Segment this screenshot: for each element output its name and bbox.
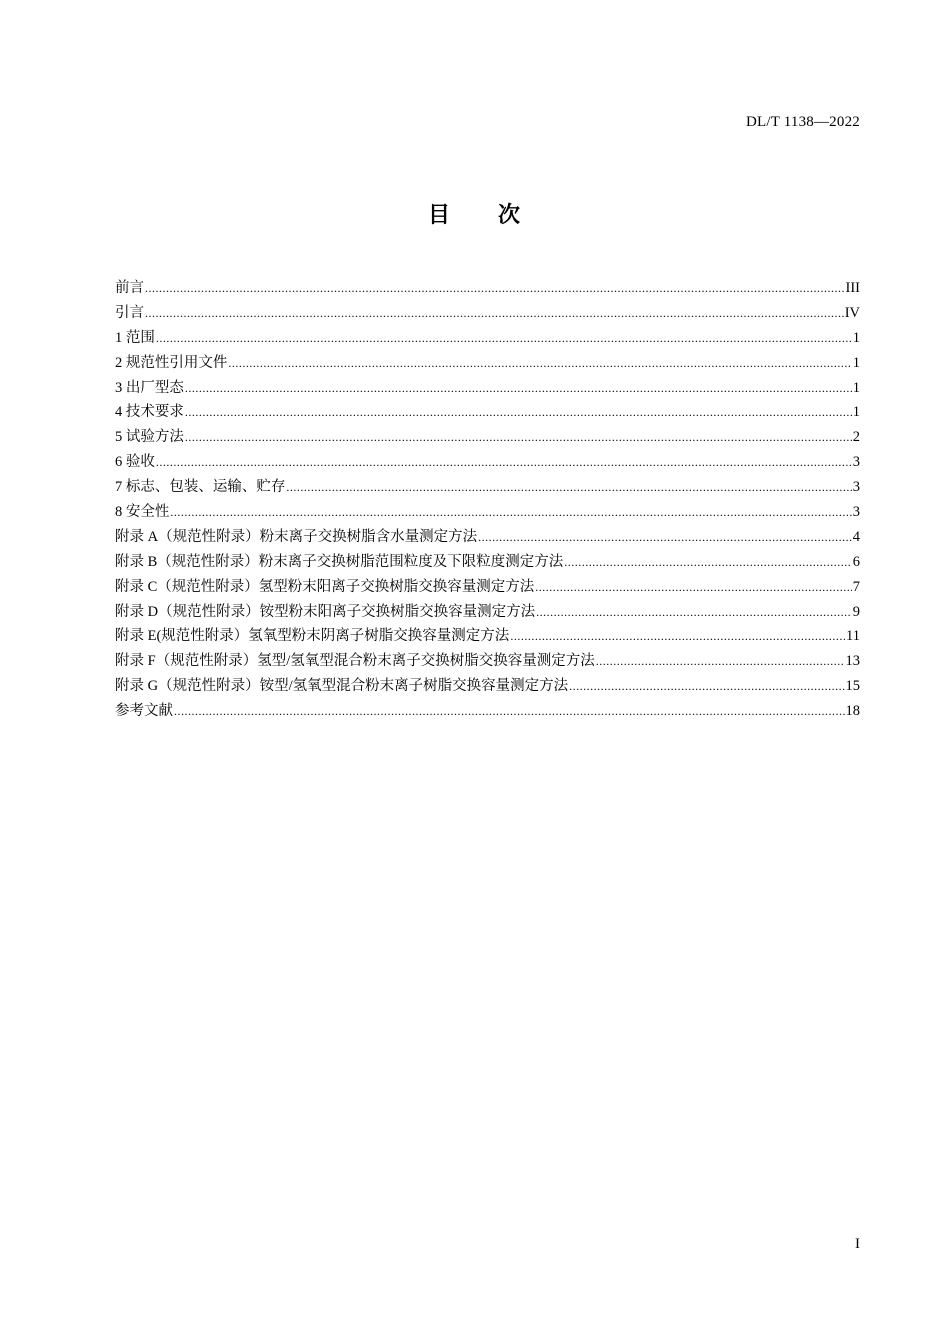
toc-entry-page: 11 (846, 628, 860, 645)
toc-entry-page: 6 (852, 553, 860, 570)
toc-entry-page: IV (844, 304, 860, 321)
toc-entry-label: 5 试验方法 (115, 429, 184, 446)
toc-leader-dots (536, 600, 852, 625)
toc-leader-dots (535, 575, 851, 600)
toc-entry-label: 4 技术要求 (115, 404, 184, 421)
toc-title-char-1: 目 (427, 203, 452, 228)
toc-leader-dots (156, 326, 852, 351)
toc-entry-page: 4 (852, 528, 860, 545)
toc-entry[interactable] (115, 326, 860, 351)
toc-leader-dots (228, 351, 851, 376)
toc-entry[interactable] (115, 301, 860, 326)
toc-entry[interactable] (115, 276, 860, 301)
toc-entry[interactable] (115, 600, 860, 625)
toc-entry-page: 1 (852, 354, 860, 371)
toc-entry[interactable] (115, 525, 860, 550)
toc-leader-dots (185, 376, 852, 401)
toc-entry-label: 前言 (115, 280, 144, 296)
toc-entry-page: 18 (845, 703, 860, 720)
toc-leader-dots (286, 475, 851, 500)
toc-entry-page: 7 (852, 578, 860, 595)
toc-entry-label: 1 范围 (115, 329, 155, 346)
toc-entry[interactable] (115, 699, 860, 724)
toc-entry[interactable] (115, 450, 860, 475)
toc-entry-page: III (845, 280, 860, 296)
toc-entry-page: 2 (852, 429, 860, 446)
toc-entry-page: 1 (852, 329, 860, 346)
toc-entry-label: 8 安全性 (115, 504, 170, 521)
toc-entry-label: 引言 (115, 304, 144, 321)
toc-entry-label: 附录 D（规范性附录）铵型粉末阳离子交换树脂交换容量测定方法 (115, 603, 536, 620)
toc-entry-page: 15 (845, 678, 860, 695)
toc-entry[interactable] (115, 624, 860, 649)
toc-entry-page: 1 (852, 379, 860, 396)
toc-entry-label: 附录 G（规范性附录）铵型/氢氧型混合粉末离子树脂交换容量测定方法 (115, 678, 569, 695)
toc-entry[interactable] (115, 400, 860, 425)
toc-entry-label: 附录 B（规范性附录）粉末离子交换树脂范围粒度及下限粒度测定方法 (115, 553, 564, 570)
toc-entry-page: 3 (852, 479, 860, 496)
toc-entry-label: 7 标志、包装、运输、贮存 (115, 479, 286, 496)
toc-entry-label: 3 出厂型态 (115, 379, 184, 396)
toc-leader-dots (596, 649, 845, 674)
toc-leader-dots (156, 450, 852, 475)
toc-entry-page: 3 (852, 454, 860, 471)
toc-entry-label: 2 规范性引用文件 (115, 354, 228, 371)
toc-leader-dots (174, 699, 845, 724)
toc-entry[interactable] (115, 649, 860, 674)
toc-entry[interactable] (115, 550, 860, 575)
toc-leader-dots (185, 400, 852, 425)
document-id: DL/T 1138—2022 (745, 114, 860, 130)
toc-entry-label: 附录 A（规范性附录）粉末离子交换树脂含水量测定方法 (115, 528, 478, 545)
toc-leader-dots (145, 301, 844, 326)
toc-list (115, 276, 860, 724)
page-number: I (855, 1236, 860, 1252)
toc-entry-page: 13 (845, 653, 860, 670)
toc-entry[interactable] (115, 376, 860, 401)
toc-title-char-2: 次 (498, 203, 523, 228)
toc-entry[interactable] (115, 351, 860, 376)
toc-leader-dots (569, 674, 844, 699)
toc-entry[interactable] (115, 674, 860, 699)
toc-leader-dots (478, 525, 852, 550)
toc-entry-label: 6 验收 (115, 454, 155, 471)
toc-entry[interactable] (115, 500, 860, 525)
toc-entry-label: 附录 F（规范性附录）氢型/氢氧型混合粉末离子交换树脂交换容量测定方法 (115, 653, 595, 670)
toc-entry-page: 1 (852, 404, 860, 421)
toc-title (0, 198, 950, 229)
toc-leader-dots (145, 276, 845, 301)
toc-entry[interactable] (115, 475, 860, 500)
toc-entry[interactable] (115, 425, 860, 450)
toc-leader-dots (170, 500, 851, 525)
toc-entry-page: 3 (852, 504, 860, 521)
toc-leader-dots (564, 550, 851, 575)
toc-leader-dots (510, 624, 845, 649)
toc-leader-dots (185, 425, 852, 450)
toc-entry-label: 附录 E(规范性附录）氢氧型粉末阴离子树脂交换容量测定方法 (115, 628, 510, 645)
toc-entry-page: 9 (852, 603, 860, 620)
toc-entry-label: 参考文献 (115, 703, 173, 720)
toc-entry[interactable] (115, 575, 860, 600)
toc-entry-label: 附录 C（规范性附录）氢型粉末阳离子交换树脂交换容量测定方法 (115, 578, 535, 595)
